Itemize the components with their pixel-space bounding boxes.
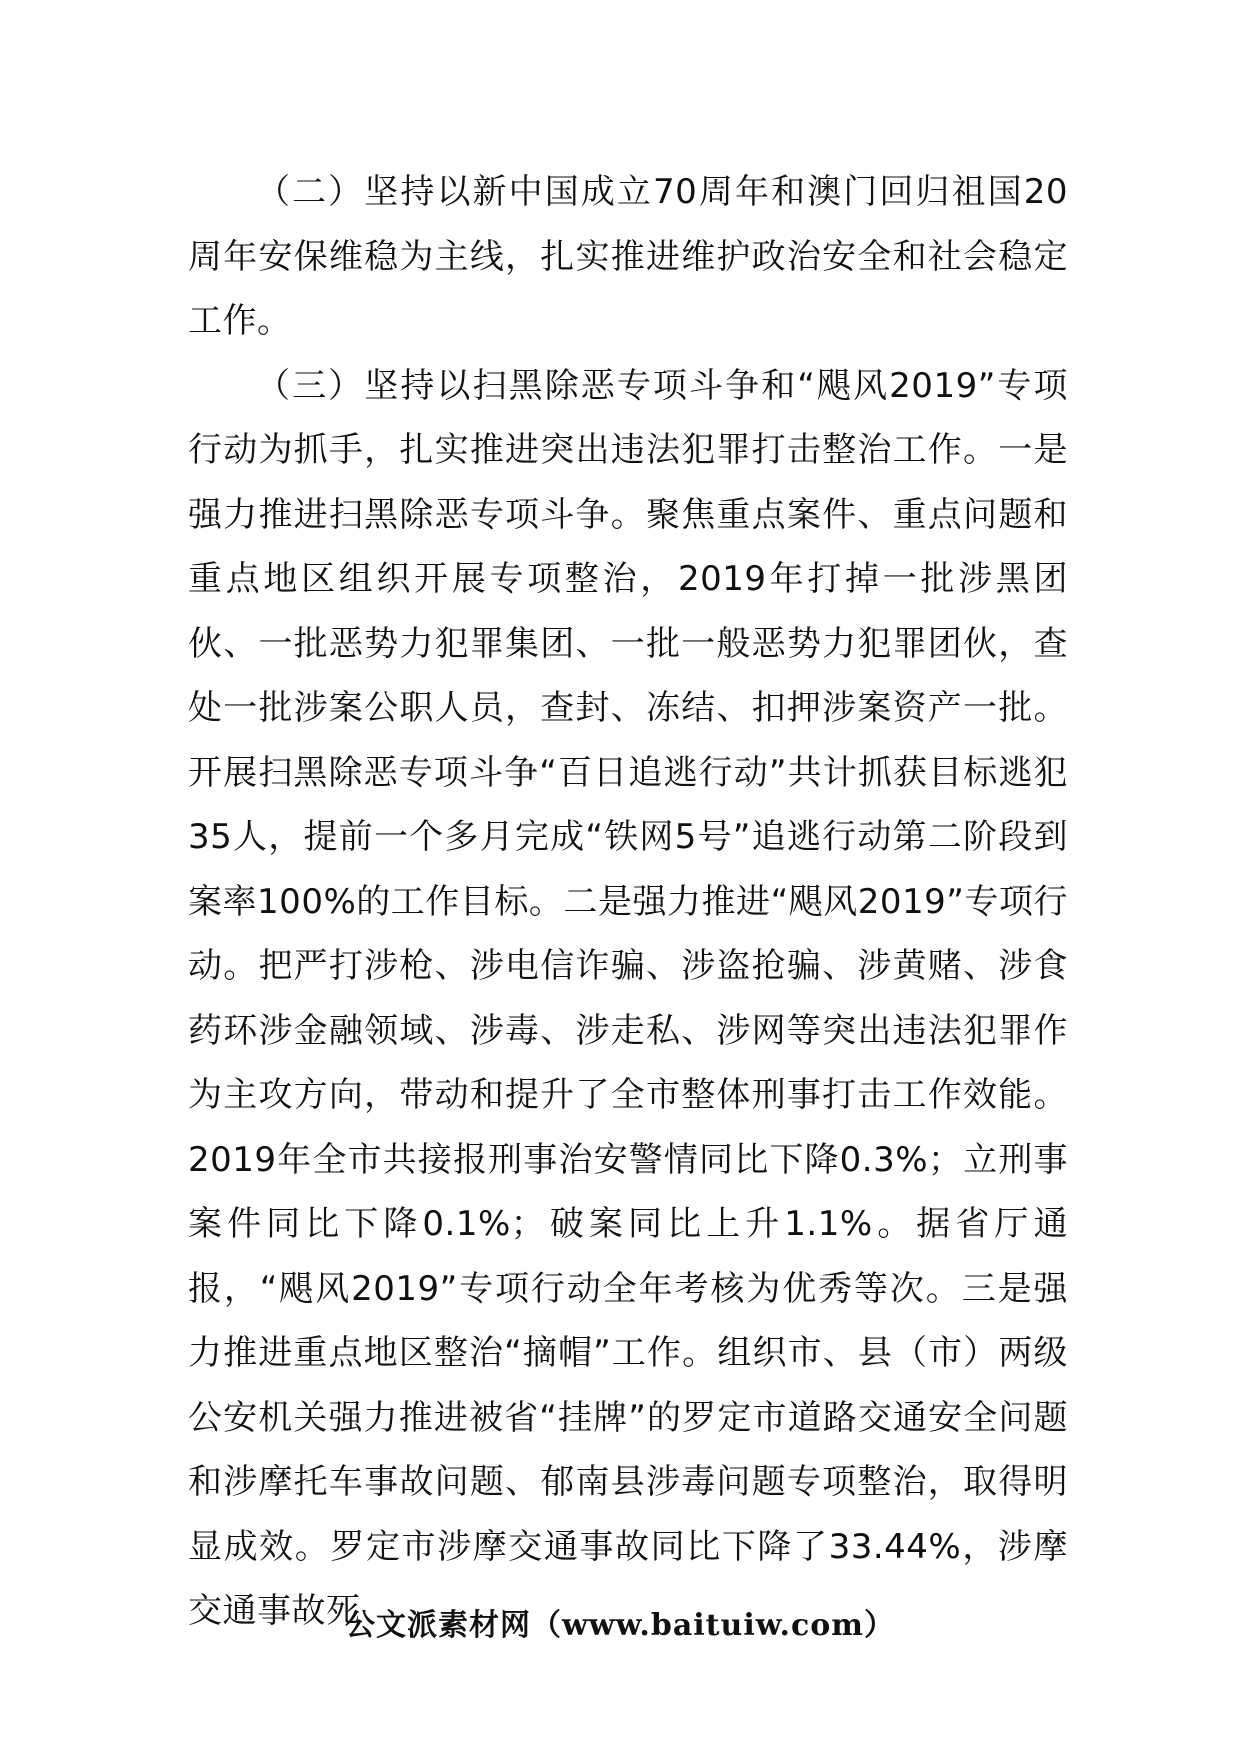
paragraph-2: （二）坚持以新中国成立70周年和澳门回归祖国20周年安保维稳为主线，扎实推进维护政治安全和社会稳定工作。 (188, 172, 1068, 341)
footer-watermark: 公文派素材网（www.baituiw.com） (344, 1608, 896, 1643)
document-body (188, 160, 1068, 1644)
paragraph-3: （三）坚持以扫黑除恶专项斗争和“飓风2019”专项行动为抓手，扎实推进突出违法犯罪打击整治工作。一是强力推进扫黑除恶专项斗争。聚焦重点案件、重点问题和重点地区组织开展专项整治，2019年打掉一批涉黑团伙、一批恶势力犯罪集团、一批一般恶势力犯罪团伙，查处一批涉案公职人员，查封、冻结、扣押涉案资产一批。开展扫黑除恶专项斗争“百日追逃行动”共计抓获目标逃犯35人，提前一个多月完成“铁网5号”追逃行动第二阶段到案率100%的工作目标。二是强力推进“飓风2019”专项行动。把严打涉枪、涉电信诈骗、涉盗抢骗、涉黄赌、涉食药环涉金融领域、涉毒、涉走私、涉网等突出违法犯罪作为主攻方向，带动和提升了全市整体刑事打击工作效能。2019年全市共接报刑事治安警情同比下降0.3%；立刑事案件同比下降0.1%；破案同比上升1.1%。据省厅通报，“飓风2019”专项行动全年考核为优秀等次。三是强力推进重点地区整治“摘帽”工作。组织市、县（市）两级公安机关强力推进被省“挂牌”的罗定市道路交通安全问题和涉摩托车事故问题、郁南县涉毒问题专项整治，取得明显成效。罗定市涉摩交通事故同比下降了33.44%，涉摩交通事故死 (188, 365, 1068, 1631)
